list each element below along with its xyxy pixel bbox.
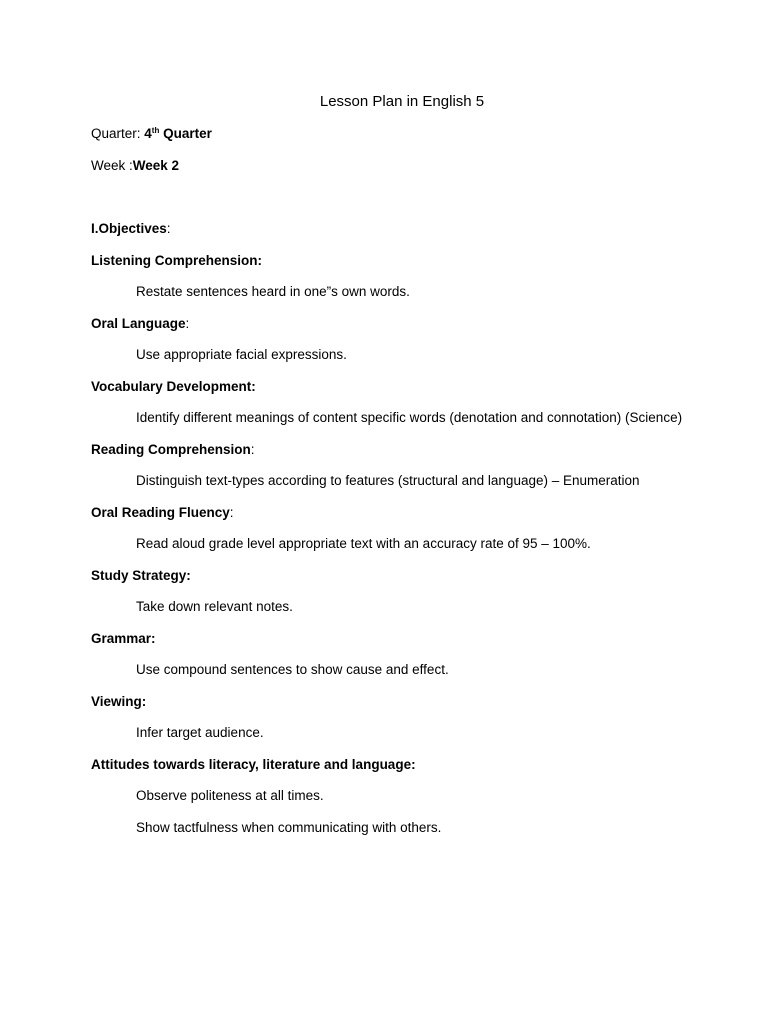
section-heading-text: Grammar:	[91, 630, 156, 646]
spacer	[91, 188, 691, 219]
objectives-heading-suffix: :	[166, 221, 171, 236]
week-label: Week :	[91, 158, 133, 173]
section-heading-listening-comprehension	[91, 251, 691, 270]
week-line	[91, 156, 691, 175]
objective-item: Distinguish text-types according to features (structural and language) – Enumeration	[136, 473, 640, 488]
section-heading-suffix: :	[229, 504, 234, 520]
section-heading-vocabulary-development	[91, 377, 691, 396]
section-heading-text: Attitudes towards literacy, literature and language:	[91, 756, 416, 772]
section-heading-viewing	[91, 692, 691, 711]
quarter-value	[144, 126, 212, 141]
document-title: Lesson Plan in English 5	[319, 93, 485, 110]
objective-item: Take down relevant notes.	[136, 599, 293, 614]
objective-item: Read aloud grade level appropriate text with an accuracy rate of 95 – 100%.	[136, 536, 591, 551]
section-heading-grammar	[91, 629, 691, 648]
objective-item: Show tactfulness when communicating with others.	[136, 819, 442, 835]
section-heading-text: Viewing:	[91, 693, 147, 709]
section-heading-attitudes	[91, 755, 691, 774]
section-heading-suffix: :	[250, 441, 255, 457]
quarter-line	[91, 124, 691, 143]
objective-item: Infer target audience.	[136, 725, 264, 740]
section-heading-reading-comprehension	[91, 440, 691, 459]
document-page	[91, 92, 691, 849]
section-heading-text: Oral Language	[91, 315, 186, 331]
section-heading-text: Reading Comprehension	[91, 441, 251, 457]
objective-item: Identify different meanings of content specific words (denotation and connotation) (Science)	[136, 410, 683, 425]
section-heading-study-strategy	[91, 566, 691, 585]
objective-item: Observe politeness at all times.	[136, 788, 324, 803]
section-heading-text: Oral Reading Fluency	[91, 504, 230, 520]
section-heading-text: Listening Comprehension:	[91, 252, 263, 268]
objective-item: Restate sentences heard in one”s own words.	[136, 284, 410, 299]
objective-item: Use appropriate facial expressions.	[136, 347, 347, 362]
section-heading-text: Study Strategy:	[91, 567, 191, 583]
quarter-ordinal-suffix: th	[151, 126, 160, 135]
section-heading-suffix: :	[185, 315, 190, 331]
objective-item: Use compound sentences to show cause and effect.	[136, 662, 449, 677]
objectives-heading	[91, 219, 691, 238]
section-heading-oral-reading-fluency	[91, 503, 691, 522]
objectives-heading-text: I.Objectives	[91, 221, 167, 236]
week-value: Week 2	[132, 158, 180, 173]
section-heading-text: Vocabulary Development:	[91, 378, 256, 394]
quarter-number: 4	[144, 126, 152, 141]
quarter-value-rest: Quarter	[159, 126, 212, 141]
quarter-label: Quarter:	[91, 126, 145, 141]
section-heading-oral-language	[91, 314, 691, 333]
